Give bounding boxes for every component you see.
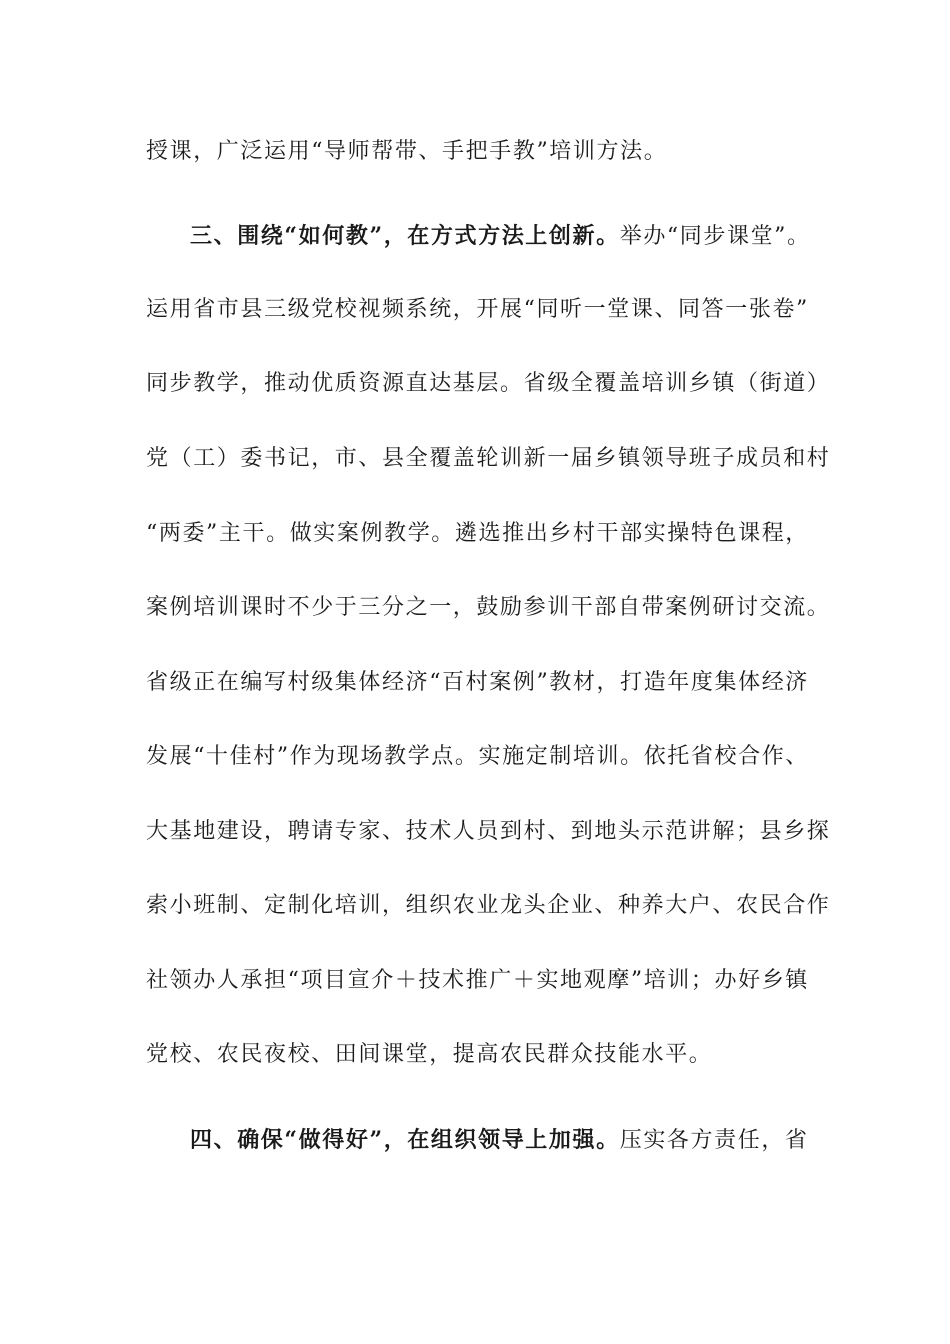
line-text: 运用省市县三级党校视频系统，开展“同听一堂课、同答一张卷” [146,297,809,322]
line-text: 压实各方责任，省 [619,1128,809,1153]
line-text: 同步教学，推动优质资源直达基层。省级全覆盖培训乡镇（街道） [146,371,831,396]
paragraph-line [146,364,831,404]
paragraph-line [146,290,809,330]
paragraph-line [146,663,809,703]
paragraph-line [146,812,831,852]
line-text: 党（工）委书记，市、县全覆盖轮训新一届乡镇领导班子成员和村 [146,446,831,471]
paragraph-line [146,1035,806,1075]
paragraph-line [146,588,831,628]
line-text: 省级正在编写村级集体经济“百村案例”教材，打造年度集体经济 [146,670,809,695]
section-heading: 四、确保“做得好”，在组织领导上加强。 [190,1127,620,1153]
line-text: 党校、农民夜校、田间课堂，提高农民群众技能水平。 [146,1042,713,1067]
line-text: 案例培训课时不少于三分之一，鼓励参训干部自带案例研讨交流。 [146,595,831,620]
paragraph-line [146,132,806,172]
paragraph-line [146,514,809,554]
paragraph-line [146,961,809,1001]
line-text: 大基地建设，聘请专家、技术人员到村、到地头示范讲解；县乡探 [146,819,831,844]
paragraph-line [146,886,831,926]
line-text: 举办“同步课堂”。 [619,224,811,249]
section-heading-line [190,216,810,256]
line-text: “两委”主干。做实案例教学。遴选推出乡村干部实操特色课程， [146,521,809,546]
paragraph-line [146,737,809,777]
line-text: 索小班制、定制化培训，组织农业龙头企业、种养大户、农民合作 [146,893,831,918]
section-heading-line [190,1120,810,1160]
line-text: 发展“十佳村”作为现场教学点。实施定制培训。依托省校合作、 [146,744,809,769]
section-heading: 三、围绕“如何教”，在方式方法上创新。 [190,223,620,249]
line-text: 社领办人承担“项目宣介＋技术推广＋实地观摩”培训；办好乡镇 [146,968,809,993]
line-text: 授课，广泛运用“导师帮带、手把手教”培训方法。 [146,139,668,164]
paragraph-line [146,439,831,479]
